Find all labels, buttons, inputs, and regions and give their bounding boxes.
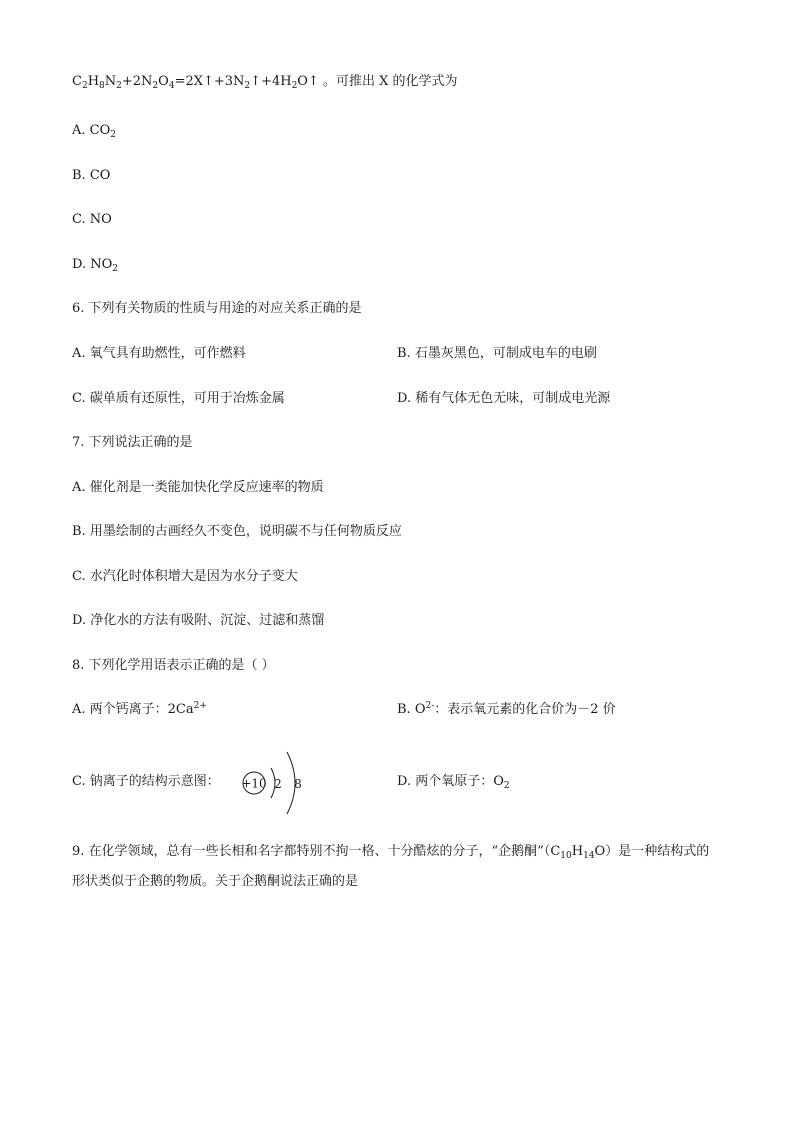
nucleus-charge: +10: [241, 776, 267, 791]
outer-shell-count: 8: [294, 777, 302, 791]
q5-option-a: A. $CO_2$: [72, 123, 116, 140]
q6-option-b: B. 石墨灰黑色，可制成电车的电刷: [397, 346, 597, 361]
q9-stem: 9. 在化学领域，总有一些长相和名字都特别不拘一格、十分酷炫的分子，“企鹅酮$”(C_{10}H_{14}O)$是一种结构式的形状类似于企鹅的物质。关于企鹅酮说法正确的是: [72, 844, 710, 889]
q6-stem: 6. 下列有关物质的性质与用途的对应关系正确的是: [72, 301, 362, 316]
q5-option-d: D. $NO_2$: [72, 257, 118, 274]
q5-option-b: B. CO: [72, 168, 111, 183]
q7-option-c: C. 水汽化时体积增大是因为水分子变大: [72, 569, 298, 584]
q7-option-b: B. 用墨绘制的古画经久不变色，说明碳不与任何物质反应: [72, 524, 402, 539]
equation-formula: $C_2H_8N_2+2N_2O_4=2X↑+3N_2↑+4H_2O↑$: [72, 74, 319, 91]
q8-option-a: A. 两个钙离子：$2Ca^{2+}$: [72, 701, 207, 717]
q6-option-c: C. 碳单质有还原性，可用于冶炼金属: [72, 391, 285, 406]
equation-question: 。可推出 X 的化学式为: [323, 74, 458, 89]
q8-option-b: B. $O^{2-}$：表示氧元素的化合价为－2 价: [397, 701, 616, 717]
inner-shell-count: 2: [274, 777, 282, 791]
q6-option-a: A. 氧气具有助燃性，可作燃料: [72, 346, 246, 361]
q8-option-d: D. 两个氧原子：$O_2$: [397, 774, 510, 791]
equation-line: [72, 73, 458, 91]
sodium-ion-structure-diagram: [235, 748, 305, 818]
q8-stem: 8. 下列化学用语表示正确的是（ ）: [72, 658, 275, 673]
q7-option-d: D. 净化水的方法有吸附、沉淀、过滤和蒸馏: [72, 613, 325, 628]
q7-option-a: A. 催化剂是一类能加快化学反应速率的物质: [72, 480, 324, 495]
q6-option-d: D. 稀有气体无色无味，可制成电光源: [397, 391, 611, 406]
q8-option-c: C. 钠离子的结构示意图：: [72, 774, 220, 789]
q5-option-c: C. NO: [72, 212, 112, 227]
q7-stem: 7. 下列说法正确的是: [72, 435, 193, 450]
